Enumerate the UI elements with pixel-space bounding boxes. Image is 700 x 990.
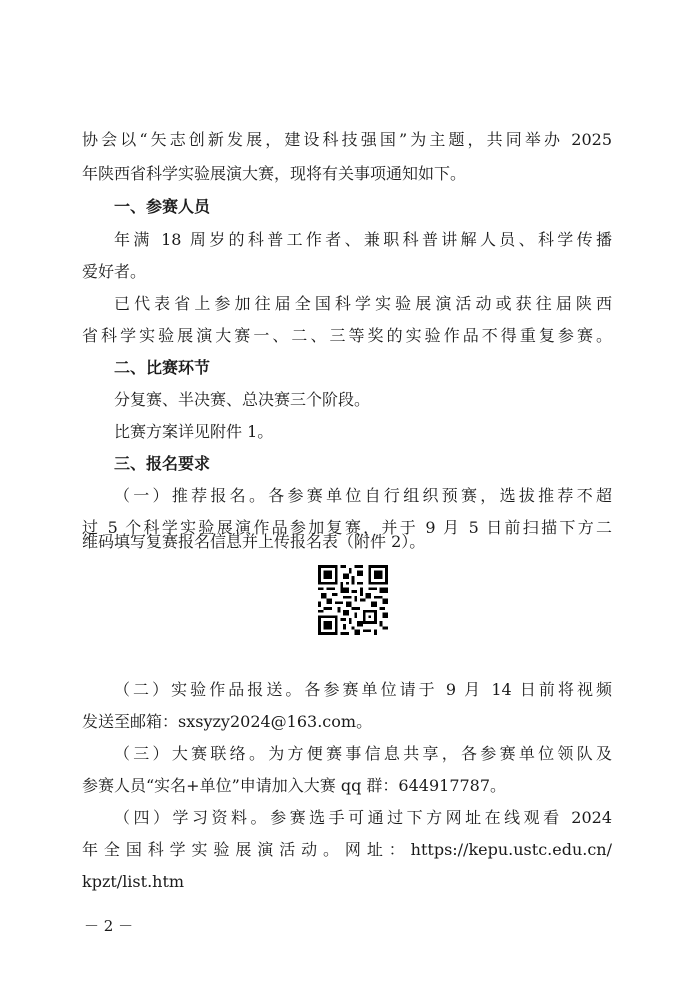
contact-line-1: （三）大赛联络。为方便赛事信息共享，各参赛单位领队及 bbox=[114, 744, 612, 763]
registration-line-3: 维码填写复赛报名信息并上传报名表（附件 2）。 bbox=[82, 532, 426, 551]
qr-code[interactable] bbox=[318, 565, 388, 635]
restriction-line-1: 已代表省上参加往届全国科学实验展演活动或获往届陕西 bbox=[114, 294, 612, 313]
resources-line-1: （四）学习资料。参赛选手可通过下方网址在线观看 2024 bbox=[114, 808, 612, 827]
resources-line-2: 年全国科学实验展演活动。网址：https://kepu.ustc.edu.cn/ bbox=[82, 840, 612, 859]
participants-line-1: 年满 18 周岁的科普工作者、兼职科普讲解人员、科学传播 bbox=[114, 230, 612, 249]
resources-line-3: kpzt/list.htm bbox=[82, 872, 185, 891]
page-number: － 2 － bbox=[84, 917, 134, 935]
restriction-line-2: 省科学实验展演大赛一、二、三等奖的实验作品不得重复参赛。 bbox=[82, 326, 612, 345]
submission-line-1: （二）实验作品报送。各参赛单位请于 9 月 14 日前将视频 bbox=[114, 680, 612, 699]
section-heading-participants: 一、参赛人员 bbox=[114, 197, 211, 216]
plan-text: 比赛方案详见附件 1。 bbox=[114, 422, 274, 441]
section-heading-registration: 三、报名要求 bbox=[114, 454, 211, 473]
registration-line-2: 过 5 个科学实验展演作品参加复赛，并于 9 月 5 日前扫描下方二 bbox=[82, 518, 612, 537]
submission-line-2: 发送至邮箱：sxsyzy2024@163.com。 bbox=[82, 712, 373, 731]
registration-line-1: （一）推荐报名。各参赛单位自行组织预赛，选拔推荐不超 bbox=[114, 486, 612, 505]
section-heading-stages: 二、比赛环节 bbox=[114, 358, 211, 377]
stages-text: 分复赛、半决赛、总决赛三个阶段。 bbox=[114, 390, 371, 409]
intro-line-1: 协会以“矢志创新发展，建设科技强国”为主题，共同举办 2025 bbox=[82, 130, 612, 149]
contact-line-2: 参赛人员“实名+单位”申请加入大赛 qq 群：644917787。 bbox=[82, 776, 507, 795]
intro-line-2: 年陕西省科学实验展演大赛，现将有关事项通知如下。 bbox=[82, 164, 467, 183]
participants-line-2: 爱好者。 bbox=[82, 262, 147, 281]
